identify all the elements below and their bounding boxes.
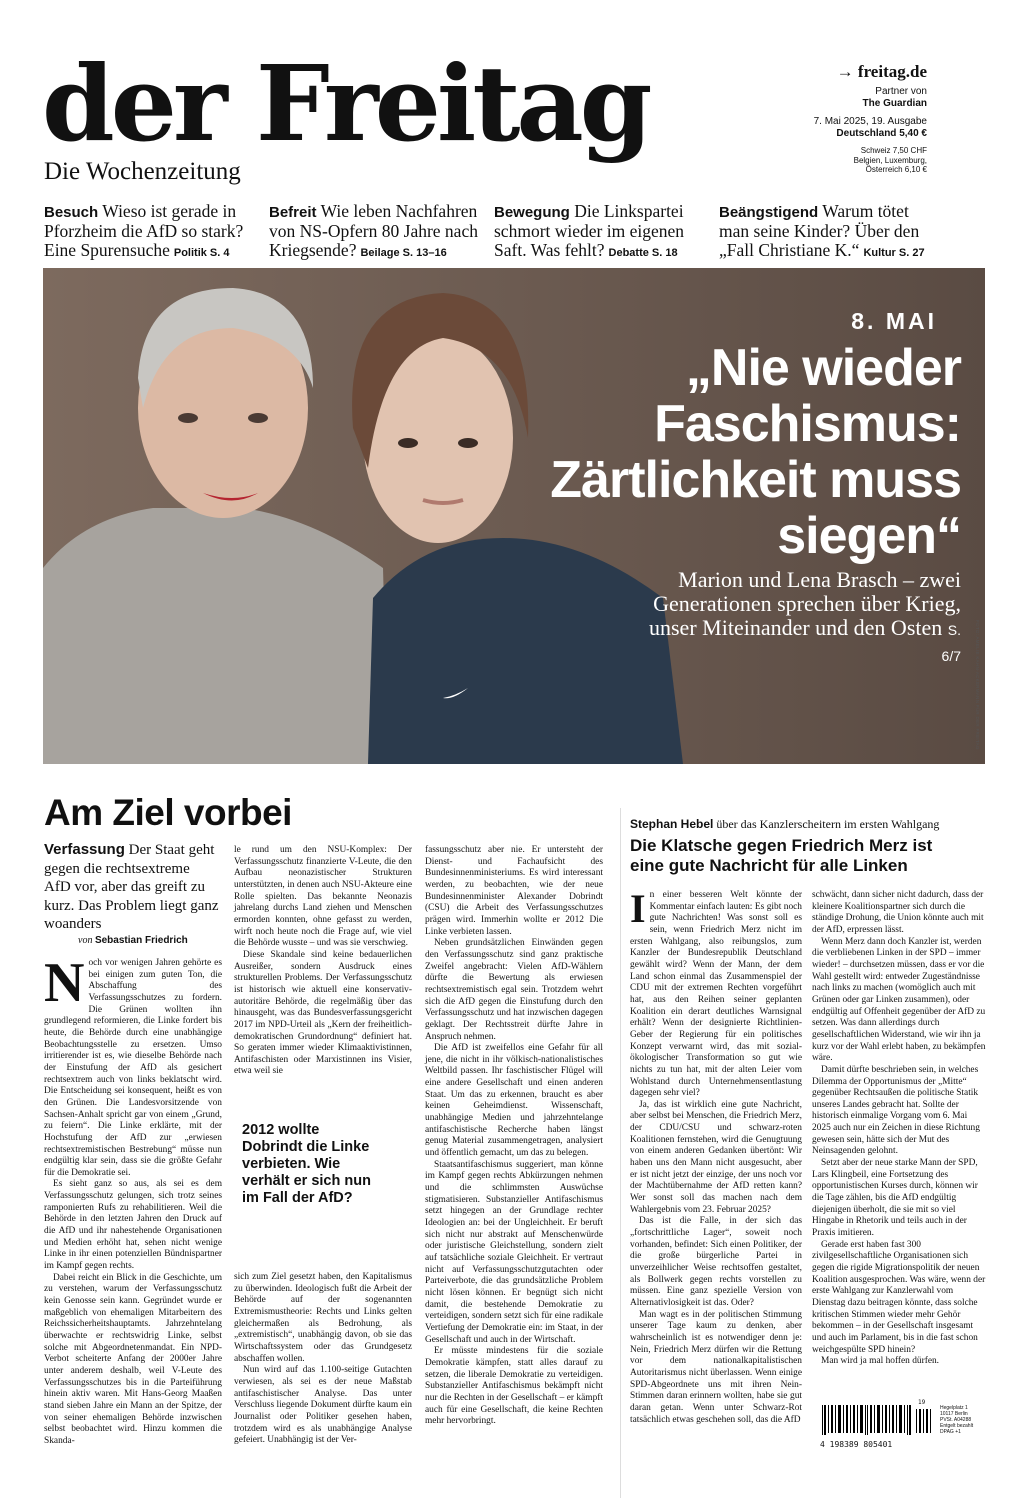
- hero-subline: Marion und Lena Brasch – zwei Generationen sprechen über Krieg, unser Miteinander und den Osten S. 6/7: [649, 567, 961, 664]
- lead-column-3: [425, 845, 603, 1428]
- issue-date: 7. Mai 2025, 19. Ausgabe: [813, 116, 927, 127]
- paragraph: Setzt aber der neue starke Mann der SPD, Lars Klingbeil, eine Fortsetzung des opportunistischen Kurses durch, können wir die Tage zählen, bis die AfD endgültig diejenigen überholt, die sie mit so viel Hingabe in Rhetorik und teils auch in der Praxis imitieren.: [812, 1158, 978, 1239]
- lead-column-1: [44, 952, 222, 1448]
- lead-deck: Verfassung Der Staat geht gegen die rechtsextreme AfD vor, aber das greift zu kurz. Das Problem liegt ganz woanders: [44, 841, 219, 932]
- lead-column-2: [234, 845, 412, 1078]
- paragraph: Man wird ja mal hoffen dürfen.: [821, 1356, 940, 1367]
- teaser-2[interactable]: Befreit Wie leben Nachfahren von NS-Opfern 80 Jahre nach Kriegsende? Beilage S. 13–16: [269, 201, 478, 260]
- paragraph: Das ist die Falle, in der sich das „fortschrittliche Lager“, soweit noch vorhanden, befindet: Sich einen Politiker, der die große bürgerliche Partei in unverzeihlicher Weise rechtsoffen gestaltet, als Bollwerk gegen rechts vorstellen zu müssen. Eine ganz spezielle Version von Alternativlosigkeit ist das. Oder?: [630, 1216, 802, 1308]
- price-ch: Schweiz 7,50 CHF: [860, 146, 927, 155]
- column-divider: [620, 808, 621, 1498]
- partner-label: Partner von: [875, 86, 927, 97]
- barcode: [820, 1399, 935, 1449]
- pull-quote: 2012 wollte Dobrindt die Linke verbieten. Wie verhält er sich nun im Fall der AfD?: [242, 1122, 371, 1206]
- lead-headline[interactable]: Am Ziel vorbei: [44, 792, 292, 833]
- paragraph: Wenn Merz dann doch Kanzler ist, werden die verbliebenen Linken in der SPD – immer wieder! – durchsetzen müssen, dass er vor die Wahl gestellt wird: entweder Zugeständnisse nach links zu machen (womöglich auch mit Grünen oder gar Linken zusammen), oder endgültig auf Offenheit gegenüber der AfD zu setzen. Was dann allerdings durch gesellschaftlichen Widerstand, wie wir ihn ja kurz vor der Wahl erlebt haben, zu bekämpfen wäre.: [812, 936, 986, 1064]
- lead-column-2-lower: [234, 1272, 412, 1447]
- paragraph: Gerade erst haben fast 300 zivilgesellschaftliche Organisationen sich gegen die rigide Migrationspolitik der neuen Koalition ausgesprochen. Was wäre, wenn der erste Wahlgang zur Kanzlerwahl vom Dienstag dazu beitragen könnte, dass solche kritischen Stimmen wieder mehr Gehör bekommen – in der Gesellschaft insgesamt und auch im Parlament, bis in die fast schon weichgespülte SPD hinein?: [812, 1239, 986, 1355]
- paragraph: Diese Skandale sind keine bedauerlichen Ausreißer, sondern Ausdruck eines strukturellen Problems. Der Verfassungsschutz ist historisch wie aktuell eine konservativ-autoritäre Behörde, die regelmäßig über das hinausgeht, was das Bundesverfassungsgericht 2017 im NPD-Urteil als „Kern der freiheitlich-demokratischen Grundordnung“ definiert hat. So geraten immer wieder Klimaaktivistinnen, Antifaschisten oder Marxistinnen ins Visier, etwa weil sie: [234, 949, 412, 1077]
- commentary-column-2: [812, 890, 987, 1368]
- barcode-bars: [820, 1405, 935, 1437]
- price-be-lu: Belgien, Luxemburg,: [853, 155, 927, 165]
- paragraph: Es sieht ganz so aus, als sei es dem Verfassungsschutz gelungen, sich trotz seines ramponierten Rufs zu rehabilitieren. Weil die Behörde in den letzten Jahren den Druck auf die AfD und ihr nahestehende Organisationen und Medien erhöht hat, sehen nicht wenige Linke in ihr einen potenziellen Bündnispartner im Kampf gegen rechts.: [44, 1179, 222, 1272]
- teaser-3[interactable]: Bewegung Die Linkspartei schmort wieder im eigenen Saft. Was fehlt? Debatte S. 18: [494, 201, 685, 260]
- paragraph: Staatsantifaschismus suggeriert, man könne im Kampf gegen rechts Abkürzungen nehmen und die schlimmsten Auswüchse stigmatisieren. Substanzieller Antifaschismus setzt hingegen an der Grundlage rechter Ideologien an: bei der Ungleichheit. Er beruft sich nicht nur abstrakt auf Menschenwürde oder juristische Gleichstellung, sondern zielt auf tatsächliche soziale Gleichheit. Er vertraut nicht auf Verfassungsschutzgutachten oder Parteiverbote, die das grundsätzliche Problem nicht lösen können. Er begnügt sich nicht damit, die bestehende Demokratie zu verteidigen, sondern setzt sich für eine radikale Vertiefung der Demokratie ein: im Staat, in der Gesellschaft und auch in der Wirtschaft.: [425, 1159, 603, 1345]
- website-link[interactable]: → freitag.de: [836, 62, 927, 81]
- commentary-byline: Stephan Hebel über das Kanzlerscheitern im ersten Wahlgang: [630, 817, 940, 831]
- hero-page-ref: S. 6/7: [941, 622, 961, 664]
- price-at: Österreich 6,10 €: [865, 165, 927, 174]
- hero-photo[interactable]: [43, 268, 985, 764]
- lead-dropcap: N: [44, 952, 85, 1014]
- photo-credit: FOTO: AMELIE KAHN-ACKERMANN FÜR DER FREITAG: [975, 620, 980, 750]
- paragraph: och vor wenigen Jahren gehörte es bei einigen zum guten Ton, die Abschaffung des Verfassungsschutzes zu fordern. Die Grünen wollten ihn grundlegend reformieren, die Linke fordert bis heute, die Behörde durch eine unabhängige Beobachtungsstelle zu ersetzen. Umso irritierender ist es, wie dieselbe Behörde nach der Einstufung der AfD als gesichert rechtsextrem auch von links beklatscht wird. Die Entscheidung sei konsequent, heißt es von den Grünen. Die Landesvorsitzende von Sachsen-Anhalt spricht gar von einem „Grund, zu feiern“. Die Linke erklärte, mit der Hochstufung der AfD zur „erwiesen rechtsextremistischen Bestrebung“ müsse nun endgültig klar sein, dass sie die größte Gefahr für die Demokratie sei.: [44, 958, 222, 1178]
- masthead-title: der Freitag: [42, 42, 649, 165]
- hero-quote: „Nie wieder Faschismus: Zärtlichkeit muss siegen“: [550, 339, 961, 565]
- paragraph: Dabei reicht ein Blick in die Geschichte, um zu verstehen, warum der Verfassungsschutz kein Genosse sein kann. Gegründet wurde er maßgeblich von ehemaligen Mitarbeitern des Reichssicherheitshauptamts. Jahrzehntelang überwachte er rechtswidrig Linke, selbst solche mit Abgeordnetenmandat. Ein NPD-Verbot scheiterte Anfang der 2000er Jahre unter anderem deshalb, weil V-Leute des Verfassungsschutzes bis in die Parteiführung hinein aktiv waren. Mit Hans-Georg Maaßen stand sieben Jahre ein Mann an der Spitze, der von seiner ehemaligen Behörde inzwischen selbst beobachtet wird. Hinzu kommen die Skanda-: [44, 1272, 222, 1446]
- paragraph: Neben grundsätzlichen Einwänden gegen den Verfassungsschutz sind ganz praktische Zweifel angebracht: Vielen AfD-Wählern dürfte die Bewertung als erwiesen rechtsextremistisch egal sein. Trotzdem wehrt sich die AfD gegen die Einstufung durch den Verfassungsschutz und hat inzwischen dagegen geklagt. Der Rechtsstreit dürfte Jahre in Anspruch nehmen.: [425, 938, 603, 1042]
- paragraph: n einer besseren Welt könnte der Kommentar einfach lauten: Es gibt noch gute Nachrichten! Was sonst soll es sein, wenn Friedrich Merz nicht im ersten Wahlgang, also reibungslos, zum Kanzler der Bundesrepublik Deutschland gewählt wird? Wenn der Mann, der dem Land schon einmal das Zusammenspiel der CDU mit der extremen Rechten vorgeführt hat, aus den Reihen seiner geplanten Koalition ein derart deutliches Warnsignal erhält? Wenn der designierte Richtlinien-Geber der Regierung für ein politisches Konzept verwarnt wird, das mit sozial-ökologischer Transformation so gut wie nichts zu tun hat, mit der alten Leier vom Wohlstand durch Unternehmensentlastung dagegen sehr viel?: [630, 890, 802, 1099]
- paragraph: schwächt, dann sicher nicht dadurch, dass der kleinere Koalitionspartner sich durch die ständige Drohung, die Union könnte auch mit der AfD, erpressen lässt.: [812, 890, 984, 935]
- paragraph: le rund um den NSU-Komplex: Der Verfassungsschutz finanzierte V-Leute, die den Aufbau neonazistischer Strukturen unterstützten, in denen auch NSU-Akteure eine Rolle spielten. Das bekannte Neonazis jahrelang durchs Land ziehen und Menschen ermorden konnten, ohne gefasst zu werden, wirft noch heute noch die Frage auf, wie viel die Behörde wusste – und was sie verschwieg.: [234, 845, 412, 949]
- paragraph: Man wagt es in der politischen Stimmung unserer Tage kaum zu denken, aber wahrscheinlich ist es notwendiger denn je: Nein, Friedrich Merz dürfen wir die Rettung vor dem nationalkapitalistischen Autoritarismus nicht überlassen. Wenn einige SPD-Abgeordnete uns mit ihren Nein-Stimmen daran erinnern wollten, habe sie gut daran getan. Wenn unter Schwarz-Rot tatsächlich etwas geschehen soll, das die AfD: [630, 1309, 802, 1425]
- barcode-number: 4 198389 805401: [820, 1440, 893, 1449]
- paragraph: Er müsste mindestens für die soziale Demokratie kämpfen, statt alles darauf zu setzen, die liberale Demokratie zu verteidigen. Substanzieller Antifaschismus bekämpft nicht nur die Rechten in der Gesellschaft – er kämpft auch für eine Gesellschaft, die keine Rechten mehr hervorbringt.: [425, 1346, 603, 1427]
- paragraph: fassungsschutz aber nie. Er untersteht der Dienst- und Fachaufsicht des Bundesinnenministeriums. Es wird interessant werden, zu beobachten, wie der neue Bundesinnenminister Alexander Dobrindt (CSU) die Arbeit des Verfassungsschutzes prägen wird. Immerhin wollte er 2012 Die Linke verbieten lassen.: [425, 845, 603, 937]
- issue-meta: [767, 62, 927, 175]
- masthead-subtitle: Die Wochenzeitung: [44, 158, 241, 185]
- partner-name: The Guardian: [862, 98, 927, 109]
- teaser-1[interactable]: Besuch Wieso ist gerade in Pforzheim die AfD so stark? Eine Spurensuche Politik S. 4: [44, 201, 244, 260]
- imprint: Hegelplatz 1 10117 Berlin PVSt. A04288 Entgelt bezahlt DPAG +1: [940, 1405, 974, 1435]
- paragraph: Damit dürfte beschrieben sein, in welches Dilemma der Opportunismus der „Mitte“ gegenüber Rechtsaußen die politische Statik unseres Landes gebracht hat. Sollte der historisch einmalige Vorgang vom 6. Mai 2025 auch nur ein Zeichen in diese Richtung gewesen sein, hätte sich der Mut des Neinsagenden gelohnt.: [812, 1064, 980, 1157]
- teaser-4[interactable]: Beängstigend Warum tötet man seine Kinder? Über den „Fall Christiane K.“ Kultur S. 27: [719, 201, 925, 260]
- price-de: Deutschland 5,40 €: [836, 128, 927, 139]
- commentary-column-1: [630, 886, 802, 1426]
- paragraph: Nun wird auf das 1.100-seitige Gutachten verwiesen, als sei es der neue Maßstab antifaschistischer Analyse. Das unter Verschluss liegende Dokument dürfte kaum ein Journalist oder Politiker gesehen haben, trotzdem wird es als unabhängige Analyse gefeiert. Unabhängig ist der Ver-: [234, 1365, 412, 1446]
- hero-date: 8. MAI: [851, 308, 937, 334]
- barcode-addon: 19: [918, 1399, 926, 1406]
- commentary-headline[interactable]: Die Klatsche gegen Friedrich Merz ist eine gute Nachricht für alle Linken: [630, 836, 933, 875]
- paragraph: Ja, das ist wirklich eine gute Nachricht, aber selbst bei Menschen, die Friedrich Merz, der CDU/CSU und schwarz-roten Koalitionen fernstehen, wird die Genugtuung von einem anderen Gedanken übertönt: Wir haben uns den Mann nicht ausgesucht, aber er ist nicht jetzt der einzige, der uns noch vor der Machtübernahme der AfD retten kann? Wer sonst soll das machen nach dem Wahlergebnis vom 23. Februar 2025?: [630, 1099, 802, 1215]
- lead-byline: von Sebastian Friedrich: [78, 935, 188, 946]
- paragraph: Die AfD ist zweifellos eine Gefahr für all jene, die nicht in ihr völkisch-nationalistisches Weltbild passen. Ihr faschistischer Flügel will eine andere Gesellschaft und einen anderen Staat. Um das zu erkennen, braucht es aber keinen Geheimdienst. Wissenschaft, unabhängige Medien und jahrzehntelange antifaschistische Recherche haben längst genug Material zusammengetragen, analysiert und öffentlich gemacht, um das zu belegen.: [425, 1043, 603, 1159]
- commentary-dropcap: I: [630, 886, 646, 931]
- paragraph: sich zum Ziel gesetzt haben, den Kapitalismus zu überwinden. Ideologisch fußt die Arbeit der Behörde auf der sogenannten Extremismustheorie: Rechts und Links gelten gleichermaßen als Bedrohung, als „extremistisch“, unabhängig davon, ob sie das Wirtschaftssystem oder das Grundgesetz abschaffen wollen.: [234, 1272, 412, 1364]
